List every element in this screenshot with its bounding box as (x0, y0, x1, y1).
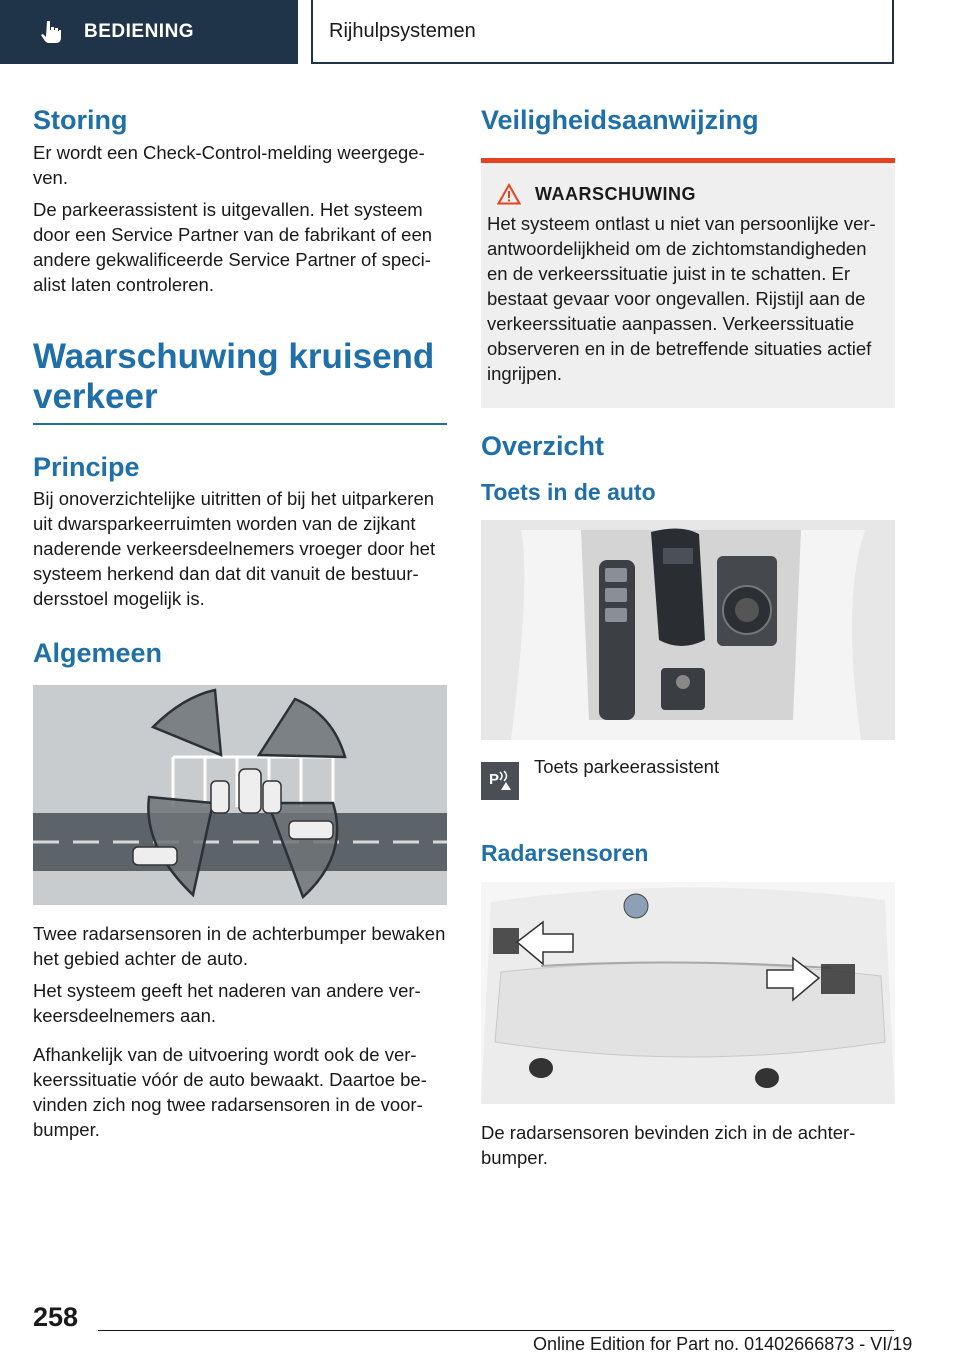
page-footer (0, 1290, 960, 1362)
radar-heading: Radarsensoren (481, 840, 649, 867)
cross-traffic-illustration (33, 685, 447, 905)
warning-label: WAARSCHUWING (535, 183, 696, 204)
warning-triangle-icon (497, 183, 521, 205)
section-label: Rijhulpsystemen (329, 19, 476, 42)
hand-pointer-icon (38, 19, 64, 45)
key-legend-row (481, 754, 895, 800)
veiligheid-heading: Veiligheidsaanwijzing (481, 105, 759, 135)
page-number: 258 (33, 1302, 79, 1332)
svg-text:P: P (489, 771, 500, 789)
center-console-photo (481, 520, 895, 740)
center-console-drawing (481, 520, 895, 740)
main-title-line-2: verkeer (33, 377, 158, 417)
warning-header (487, 183, 887, 205)
principe-paragraph: Bij onoverzichtelijke uitritten of bij het uitparkeren uit dwarsparkeerruimten worden van de zijkant naderende verkeersdeelnemers vroeger door het systeem herkend dan dat dit vanuit de bestuurdersstoel mogelijk is. (33, 487, 436, 609)
left-column (33, 96, 447, 1142)
park-assist-key-icon (481, 762, 519, 800)
page-header (0, 0, 960, 66)
storing-paragraph-2: De parkeerassistent is uitgevallen. Het systeem door een Service Partner van de fabrikant of een andere gekwalificeerde Service Partner of specialist laten controleren. (33, 199, 433, 296)
key-label: Toets parkeerassistent (534, 756, 720, 778)
footer-rule (98, 1330, 894, 1331)
right-column (481, 96, 895, 1170)
main-title-line-1: Waarschuwing kruisend (33, 337, 435, 377)
section-tab (311, 0, 894, 64)
warning-box (481, 158, 895, 408)
algemeen-heading: Algemeen (33, 637, 163, 668)
radar-paragraph: De radarsensoren bevinden zich in de achterbumper. (481, 1121, 856, 1168)
cross-traffic-drawing (33, 685, 447, 905)
rear-bumper-drawing (481, 882, 895, 1104)
rear-bumper-photo (481, 882, 895, 1104)
toets-heading: Toets in de auto (481, 478, 656, 505)
warning-text: Het systeem ontlast u niet van persoonlijke verantwoordelijkheid om de zichtomstandigheden en de verkeerssituatie juist in te schatten. Er bestaat gevaar voor ongevallen. Rijstijl aan de verkeerssituatie aanpassen. Verkeerssituatie observeren en in de betreffende situaties actief ingrijpen. (487, 213, 876, 385)
chapter-label: BEDIENING (84, 21, 195, 42)
title-rule (33, 423, 447, 425)
algemeen-paragraph-2: Het systeem geeft het naderen van andere verkeersdeelnemers aan. (33, 979, 421, 1026)
storing-paragraph-1: Er wordt een Check-Control-melding weergegeven. (33, 142, 425, 189)
principe-heading: Principe (33, 452, 140, 483)
algemeen-paragraph-1: Twee radarsensoren in de achterbumper bewaken het gebied achter de auto. (33, 922, 446, 969)
edition-info: Online Edition for Part no. 01402666873 - VI/19 (533, 1334, 913, 1354)
main-title (33, 337, 447, 417)
storing-heading: Storing (33, 105, 128, 135)
overzicht-heading: Overzicht (481, 431, 605, 462)
algemeen-paragraph-3: Afhankelijk van de uitvoering wordt ook de verkeerssituatie vóór de auto bewaakt. Daartoe bevinden zich nog twee radarsensoren in de voorbumper. (33, 1043, 427, 1140)
chapter-tab[interactable] (0, 0, 298, 64)
